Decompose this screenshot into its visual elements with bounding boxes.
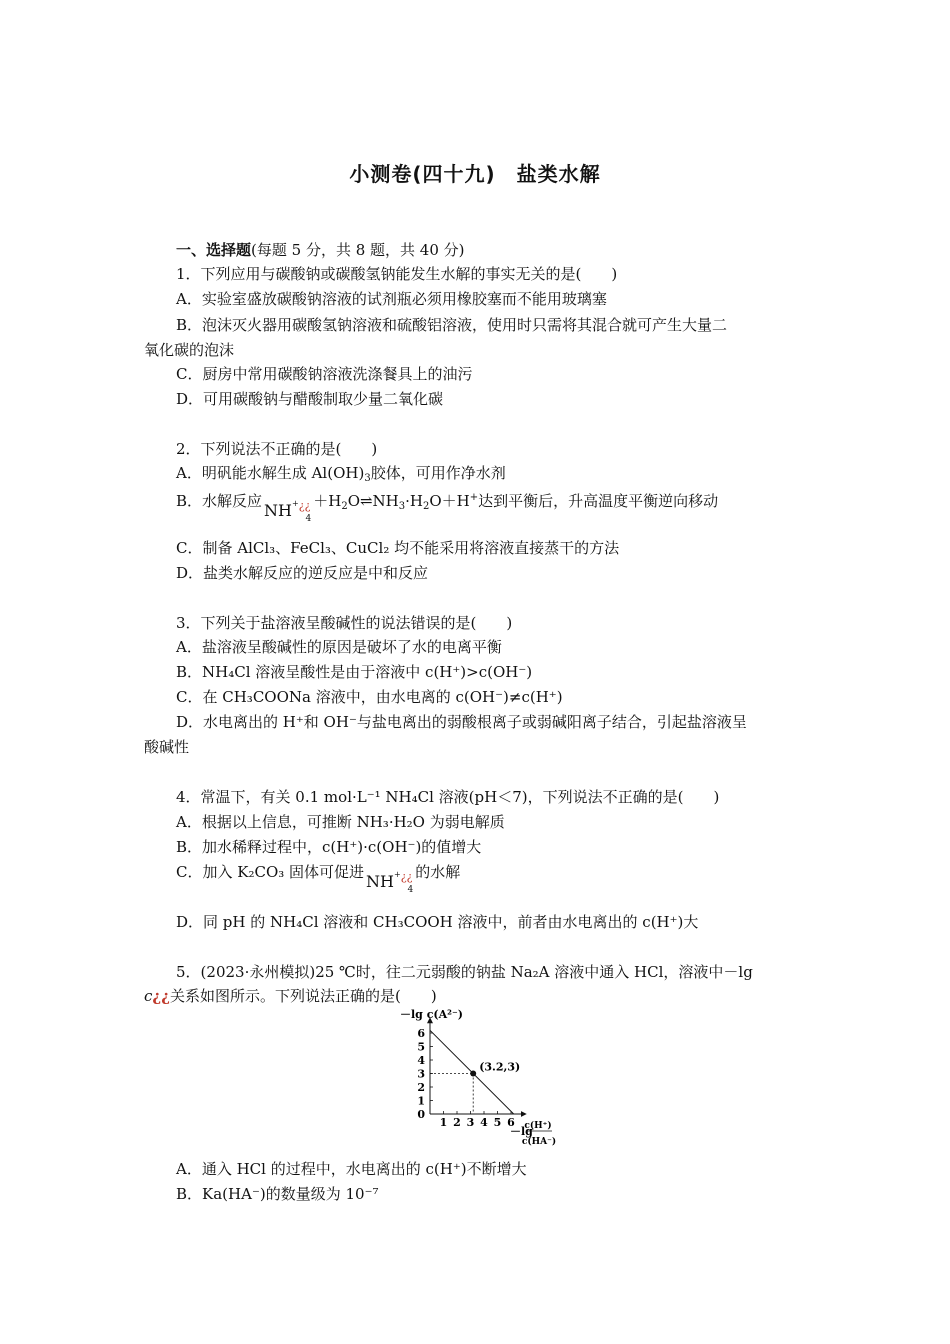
- q2-b-sub3: 3: [398, 501, 406, 512]
- x-tick-label: 3: [466, 1116, 475, 1129]
- q4-c-pre: C．加入 K₂CO₃ 固体可促进: [176, 863, 365, 881]
- q4-c-post: 的水解: [415, 863, 461, 881]
- q3-option-d-cont: 酸碱性: [144, 738, 190, 756]
- q1-option-c: C．厨房中常用碳酸钠溶液洗涤餐具上的油污: [176, 365, 473, 383]
- q2-stem: 2．下列说法不正确的是( ): [176, 440, 378, 458]
- q2-option-c: C．制备 AlCl₃、FeCl₃、CuCl₂ 均不能采用将溶液直接蒸干的方法: [176, 539, 620, 557]
- q1-option-a: A．实验室盛放碳酸钠溶液的试剂瓶必须用橡胶塞而不能用玻璃塞: [176, 290, 607, 308]
- chart-svg: [398, 1006, 583, 1152]
- x-tick-label: 4: [480, 1116, 488, 1129]
- page-title: 小测卷(四十九) 盐类水解: [349, 162, 601, 186]
- q2-a-sub: 3: [364, 473, 371, 484]
- q2-option-d: D．盐类水解反应的逆反应是中和反应: [176, 564, 429, 582]
- q4-option-a: A．根据以上信息，可推断 NH₃·H₂O 为弱电解质: [176, 813, 505, 831]
- q3-option-b: B．NH₄Cl 溶液呈酸性是由于溶液中 c(H⁺)>c(OH⁻): [176, 663, 533, 681]
- q2-b-pre: B．水解反应: [176, 492, 263, 510]
- svg-text:c(HA⁻): c(HA⁻): [521, 1137, 557, 1147]
- y-tick-label: 2: [417, 1081, 425, 1094]
- q1-option-d: D．可用碳酸钠与醋酸制取少量二氧化碳: [176, 390, 444, 408]
- svg-text:c(H⁺): c(H⁺): [524, 1121, 552, 1131]
- q2-option-a: [176, 463, 506, 489]
- q3-option-c: C．在 CH₃COONa 溶液中，由水电离的 c(OH⁻)≠c(H⁺): [176, 688, 563, 706]
- q5-option-a: A．通入 HCl 的过程中，水电离出的 c(H⁺)不断增大: [176, 1160, 527, 1178]
- x-tick-label: 2: [453, 1116, 461, 1129]
- q4-option-b: B．加水稀释过程中，c(H⁺)·c(OH⁻)的值增大: [176, 838, 482, 856]
- section-note: (每题 5 分，共 8 题，共 40 分): [251, 241, 465, 259]
- q5-stem-post: 关系如图所示。下列说法正确的是( ): [169, 987, 437, 1005]
- q2-b-mid3: ·H: [405, 492, 423, 510]
- q1-option-b: B．泡沫灭火器用碳酸氢钠溶液和硫酸铝溶液，使用时只需将其混合就可产生大量二: [176, 316, 728, 334]
- q2-b-glitch: ¿¿: [298, 499, 311, 512]
- q5-stem-glitch: ¿¿: [152, 987, 170, 1005]
- section-heading-label: 一、选择题: [176, 241, 252, 259]
- ammonium-formula: [264, 501, 311, 524]
- q2-b-mid4: O＋H: [429, 492, 470, 510]
- q5-stem-cont: [144, 986, 437, 1006]
- q4-c-glitch: ¿¿: [400, 870, 413, 883]
- q2-b-sub2: 2: [341, 501, 348, 512]
- y-tick-label: 4: [417, 1054, 425, 1067]
- chart-x-label: [510, 1120, 556, 1147]
- q2-b-sup: +: [291, 499, 299, 508]
- x-tick-label: 5: [493, 1116, 502, 1129]
- q3-option-a: A．盐溶液呈酸碱性的原因是破坏了水的电离平衡: [176, 638, 502, 656]
- q4-c-nh: NH: [366, 872, 394, 891]
- y-tick-label: 5: [417, 1040, 425, 1054]
- q2-b-sub4: 2: [423, 501, 430, 512]
- svg-text:－lg: －lg: [510, 1125, 533, 1138]
- q4-option-c: [176, 862, 461, 895]
- q3-option-d: D．水电离出的 H⁺和 OH⁻与盐电离出的弱酸根离子或弱碱阳离子结合，引起盐溶液呈: [176, 713, 747, 731]
- q2-b-mid1: ＋H: [313, 492, 342, 510]
- q5-stem: 5．(2023·永州模拟)25 ℃时，往二元弱酸的钠盐 Na₂A 溶液中通入 HCl，溶液中－lg: [176, 963, 753, 981]
- q4-c-sub: 4: [407, 885, 414, 895]
- q5-stem-c: c: [144, 987, 153, 1005]
- y-tick-label: 0: [417, 1108, 425, 1121]
- x-tick-label: 6: [507, 1116, 515, 1129]
- q3-stem: 3．下列关于盐溶液呈酸碱性的说法错误的是( ): [176, 614, 513, 632]
- q2-a-post: 胶体，可用作净水剂: [370, 464, 506, 482]
- q2-a-pre: A．明矾能水解生成 Al(OH): [176, 464, 365, 482]
- q1-stem: 1．下列应用与碳酸钠或碳酸氢钠能发生水解的事实无关的是( ): [176, 265, 618, 283]
- y-tick-label: 1: [417, 1094, 425, 1108]
- q2-b-post: 达到平衡后，升高温度平衡逆向移动: [478, 492, 719, 510]
- y-tick-label: 6: [417, 1027, 425, 1040]
- ammonium-formula: [366, 872, 413, 895]
- q2-b-mid2: O⇌NH: [347, 492, 399, 510]
- q5-chart: [398, 1006, 583, 1152]
- chart-y-label: －lg c(A²⁻): [400, 1008, 463, 1021]
- q2-b-sub: 4: [305, 514, 312, 524]
- y-tick-label: 3: [417, 1067, 425, 1081]
- highlight-point: [470, 1071, 476, 1077]
- q5-option-b: B．Ka(HA⁻)的数量级为 10⁻⁷: [176, 1185, 379, 1203]
- q2-b-sup2: +: [469, 492, 479, 503]
- q2-option-b: [176, 488, 719, 524]
- q1-option-b-cont: 氧化碳的泡沫: [144, 341, 235, 359]
- q4-stem: 4．常温下，有关 0.1 mol·L⁻¹ NH₄Cl 溶液(pH＜7)，下列说法不正确的是( ): [176, 788, 720, 806]
- q4-c-sup: +: [393, 870, 401, 879]
- x-tick-label: 1: [439, 1116, 448, 1129]
- highlight-point-label: (3.2,3): [479, 1060, 521, 1074]
- section-heading: [176, 240, 465, 260]
- q2-b-nh: NH: [264, 501, 292, 520]
- q4-option-d: D．同 pH 的 NH₄Cl 溶液和 CH₃COOH 溶液中，前者由水电离出的 c(H⁺)大: [176, 913, 699, 931]
